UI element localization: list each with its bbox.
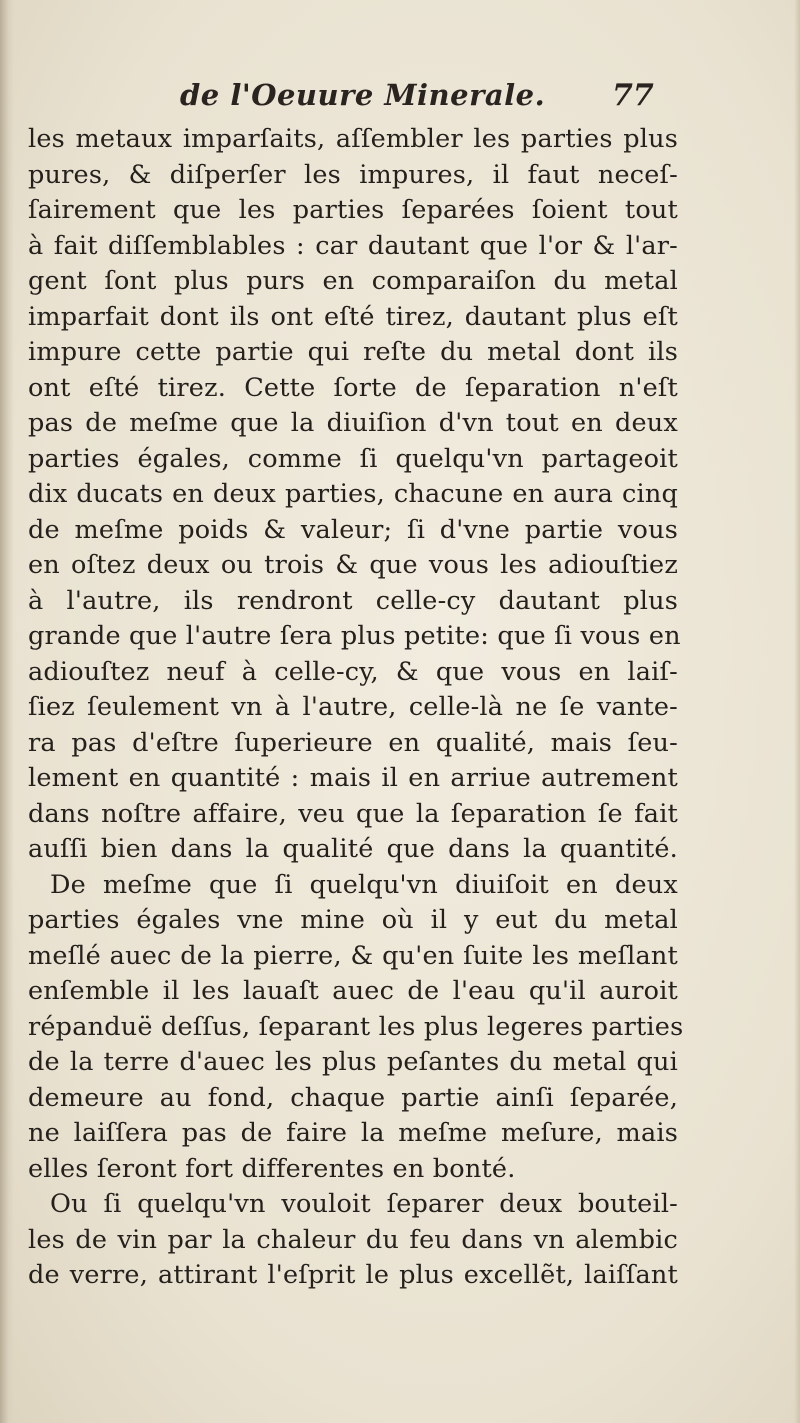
text-line: meſlé auec de la pierre, & qu'en ſuite les meſlant: [28, 940, 678, 971]
text-line: impure cette partie qui reſte du metal dont ils: [28, 337, 678, 367]
text-line: grande que l'autre ſera plus petite: que ſi vous en: [28, 621, 681, 651]
text-line: ra pas d'eſtre ſuperieure en qualité, mais ſeu-: [28, 727, 678, 758]
running-title: de l'Oeuure Minerale.: [180, 78, 546, 112]
text-line: imparfait dont ils ont eſté tirez, dautant plus eſt: [28, 301, 678, 332]
page-header: [0, 78, 800, 126]
body-text: [28, 122, 684, 1294]
text-line: à l'autre, ils rendront celle-cy dautant plus: [28, 585, 678, 616]
page-edge-shadow: [794, 0, 800, 1423]
binding-gutter-shadow: [0, 0, 14, 1423]
text-line: pas de meſme que la diuiſion d'vn tout en deux: [28, 408, 678, 438]
text-line: en oſtez deux ou trois & que vous les adiouſtiez: [28, 550, 678, 580]
text-line: elles ſeront fort differentes en bonté.: [28, 1153, 516, 1184]
text-line: parties égales vne mine où il y eut du metal: [28, 905, 678, 935]
text-line: les de vin par la chaleur du feu dans vn alembic: [28, 1224, 678, 1255]
text-line: adiouſtez neuf à celle-cy, & que vous en laiſ-: [28, 656, 678, 687]
text-line: de meſme poids & valeur; ſi d'vne partie vous: [28, 514, 678, 545]
text-line: de la terre d'auec les plus peſantes du metal qui: [28, 1047, 678, 1077]
text-line: Ou ſi quelqu'vn vouloit ſeparer deux bouteil-: [50, 1189, 678, 1219]
text-line: gent ſont plus purs en comparaiſon du metal: [28, 266, 678, 296]
text-line: ſiez ſeulement vn à l'autre, celle-là ne ſe vante-: [28, 692, 678, 722]
text-line: auſſi bien dans la qualité que dans la quantité.: [28, 834, 678, 864]
text-line: De meſme que ſi quelqu'vn diuiſoit en deux: [50, 869, 678, 900]
text-line: de verre, attirant l'eſprit le plus excellẽt, laiſſant: [28, 1260, 678, 1290]
text-line: dix ducats en deux parties, chacune en aura cinq: [28, 479, 678, 509]
page-number: 77: [612, 78, 654, 113]
text-line: les metaux imparſaits, aſſembler les parties plus: [28, 124, 678, 154]
text-line: demeure au fond, chaque partie ainſi ſeparée,: [28, 1082, 678, 1113]
text-line: enſemble il les lauaſt auec de l'eau qu'il auroit: [28, 976, 678, 1006]
text-line: lement en quantité : mais il en arriue autrement: [28, 763, 678, 793]
text-line: ne laiſſera pas de faire la meſme meſure, mais: [28, 1118, 678, 1148]
text-line: ſairement que les parties ſeparées ſoient tout: [28, 195, 678, 225]
text-line: pures, & diſperſer les impures, il faut neceſ-: [28, 159, 678, 190]
text-line: parties égales, comme ſi quelqu'vn partageoit: [28, 443, 678, 474]
text-line: dans noſtre affaire, veu que la ſeparation ſe fait: [28, 798, 678, 829]
text-line: à fait diſſemblables : car dautant que l'or & l'ar-: [28, 230, 678, 261]
text-line: ont eſté tirez. Cette ſorte de ſeparation n'eſt: [28, 372, 678, 403]
text-line: répanduë deſſus, ſeparant les plus legeres parties: [28, 1011, 684, 1042]
